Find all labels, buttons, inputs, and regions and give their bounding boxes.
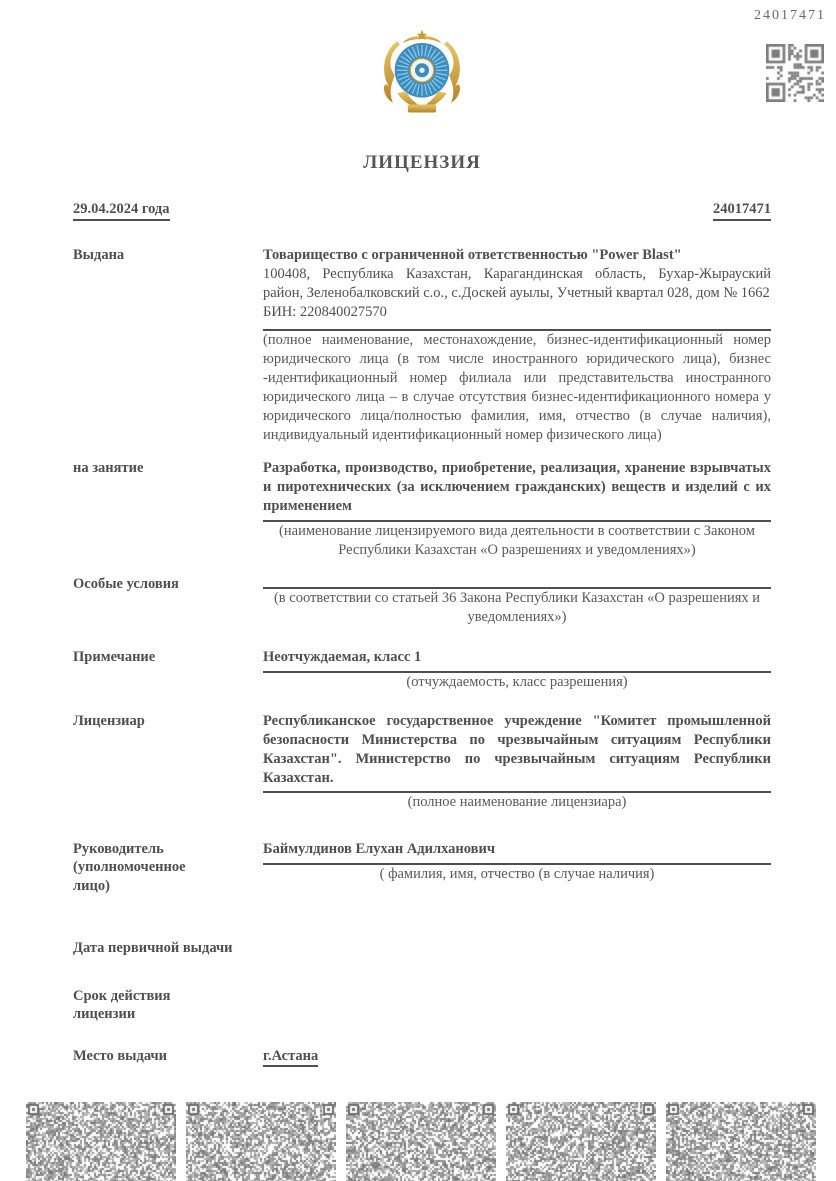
licensor-value: Республиканское государственное учреждение "Комитет промышленной безопасности Министерства по чрезвычайным ситуациям Республики Казахстан". Министерство по чрезвычайным ситуациям Республики Казахстан. [263,713,771,786]
field-note: (полное наименование, местонахождение, бизнес-идентификационный номер юридического лица (в том числе иностранного юридического лица), бизнес -идентификационный номер филиала или представительства иностранного юридического лица – в случае отсутствия бизнес-идентификационного номера у юридического лица/полностью фамилия, имя, отчество (в случае наличия), индивидуальный идентификационный номер физического лица) [263,332,771,443]
document-title: ЛИЦЕНЗИЯ [363,152,481,173]
field-label: Срок действия лицензии [73,987,171,1022]
field-label: на занятие [73,460,144,477]
licensee-bin: БИН: 220840027570 [263,303,387,320]
barcode-block [506,1102,656,1181]
field-remark [73,648,771,692]
field-licensor [73,712,771,812]
field-special-conditions [73,575,771,627]
licensee-name: Товарищество с ограниченной ответственностью "Power Blast" [263,247,682,263]
field-note: (отчуждаемость, класс разрешения) [406,674,628,691]
barcode-block [186,1102,336,1181]
activity-value: Разработка, производство, приобретение, реализация, хранение взрывчатых и пиротехнических (за исключением гражданских) веществ и изделий с их применением [263,460,771,515]
field-label: Руководитель (уполномоченное лицо) [73,841,186,894]
field-label: Особые условия [73,575,179,592]
head-name: Баймулдинов Елухан Адилханович [263,841,496,858]
field-activity [73,459,771,559]
field-validity-period [73,987,771,1023]
meta-row [73,201,771,221]
field-note: (в соответствии со статьей 36 Закона Республики Казахстан «О разрешениях и уведомлениях») [273,589,761,625]
barcode-block [666,1102,816,1181]
remark-value: Неотчуждаемая, класс 1 [263,649,422,666]
field-first-issue-date [73,939,771,957]
barcode-block [346,1102,496,1181]
barcode-strip [26,1102,816,1181]
field-issued-to [73,246,771,444]
qr-code-icon [766,44,824,102]
barcode-block [26,1102,176,1181]
field-label: Дата первичной выдачи [73,939,233,956]
field-note: (полное наименование лицензиара) [407,794,627,811]
document-number-top: 24017471 [754,8,826,23]
field-label: Лицензиар [73,713,145,730]
field-head [73,840,771,894]
issue-place-value: г.Астана [263,1048,318,1067]
issue-date: 29.04.2024 года [73,201,170,221]
field-note: (наименование лицензируемого вида деятельности в соответствии с Законом Республики Казахстан «О разрешениях и уведомлениях») [279,522,755,558]
license-number: 24017471 [713,201,771,221]
field-issue-place [73,1047,771,1066]
field-label: Примечание [73,649,156,666]
field-label: Место выдачи [73,1048,168,1064]
kazakhstan-emblem-icon [73,28,771,116]
field-note: ( фамилия, имя, отчество (в случае наличия) [379,866,655,883]
licensee-address: 100408, Республика Казахстан, Карагандинская область, Бухар-Жырауский район, Зеленобалковский с.о., с.Доскей ауылы, Учетный квартал 028, дом № 1662 [263,265,771,301]
field-label: Выдана [73,247,125,263]
corner-block [754,8,826,102]
